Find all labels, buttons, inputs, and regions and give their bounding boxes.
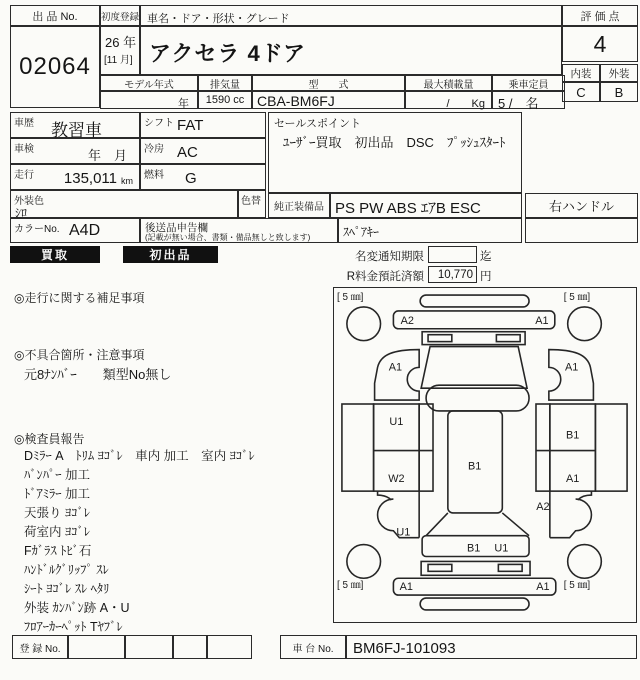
right-rocker: [595, 404, 627, 491]
first-reg-month: [11 月]: [104, 55, 133, 66]
exterior-header: 外装: [600, 64, 638, 82]
model-year-value-box: [100, 91, 198, 109]
front-panel-strip: [393, 311, 554, 329]
mileage-label: 走行: [14, 170, 34, 181]
sales-point-box: [268, 112, 522, 193]
exhibit-no-value: 02064: [10, 26, 100, 108]
windshield: [421, 347, 527, 389]
registration-cell: [173, 635, 207, 659]
equipment-value: PS PW ABS ｴｱB ESC: [335, 200, 481, 217]
inspector-line: ﾊﾞﾝﾊﾟｰ 加工: [24, 468, 90, 482]
wheel-rear-right: [568, 545, 602, 579]
damage-code: U1: [494, 542, 509, 555]
defect-line: 元8ﾅﾝﾊﾞｰ 類型No無し: [24, 367, 172, 382]
exterior-color-label: 外装色: [14, 196, 44, 207]
equipment-value-box: [330, 193, 522, 218]
fuel-box: [140, 164, 266, 190]
inspector-line: ﾌﾛｱｰｶｰﾍﾟｯﾄ Tﾔﾌﾞﾚ: [24, 620, 123, 634]
max-load-value-box: [405, 91, 492, 109]
color-no-label: カラーNo.: [14, 224, 60, 235]
color-change-box: [238, 190, 266, 218]
spare-key-box: [338, 218, 522, 243]
registration-cell: [68, 635, 125, 659]
mileage-note-heading: ◎走行に関する補足事項: [14, 291, 145, 305]
rear-quarter-right-top: [578, 491, 592, 500]
inspector-line: 荷室内 ﾖｺﾞﾚ: [24, 525, 90, 539]
score-value: 4: [562, 26, 638, 62]
car-name-header: [140, 5, 562, 26]
history-label: 車歴: [14, 118, 34, 129]
front-bumper-top: [420, 295, 529, 307]
front-fender-left: [375, 350, 420, 400]
inspection-value: 年 月: [87, 148, 127, 163]
registration-cell: [207, 635, 252, 659]
rear-quarter-left-top: [378, 491, 392, 500]
inspector-report: [24, 447, 324, 637]
color-change-label: 色替: [241, 196, 261, 207]
damage-code: A1: [399, 581, 413, 594]
inspector-line: 天張り ﾖｺﾞﾚ: [24, 506, 90, 520]
name-change-label: 名変通知期限: [355, 251, 424, 263]
model-year-value: 年: [178, 98, 189, 110]
first-reg-year: 26 年: [105, 35, 137, 50]
damage-code: U1: [389, 415, 404, 428]
model-code-header: 型 式: [252, 75, 405, 91]
left-pillar: [419, 404, 433, 491]
exterior-color-value: ｼﾛ: [15, 206, 28, 220]
inspector-line: ｼｰﾄ ﾖｺﾞﾚ ｽﾚ ﾍﾀﾘ: [24, 582, 110, 596]
later-items-note: (記載が無い場合、書類・備品無しと致します): [145, 233, 311, 242]
displacement-value: 1590 cc: [198, 91, 252, 109]
registration-no-label: 登 録 No.: [12, 635, 68, 659]
tire-tread-front-left: [ 5 ㎜]: [336, 292, 364, 304]
damage-diagram: [333, 287, 637, 623]
inspector-line: ﾄﾞｱﾐﾗｰ 加工: [24, 487, 90, 501]
history-value: 教習車: [51, 121, 102, 140]
car-name-header-text: 車名・ドア・形状・グレード: [147, 13, 290, 25]
headlight-bar: [422, 332, 525, 345]
tire-tread-rear-right: [ 5 ㎜]: [563, 580, 591, 592]
taillight-right: [498, 564, 522, 571]
capacity-value-box: [492, 91, 565, 109]
inspector-line: 外装 ｶﾝﾊﾞﾝ跡 A・U: [24, 601, 130, 615]
ac-box: [140, 138, 266, 164]
later-items-box: [140, 218, 338, 243]
max-load-value: / Kg: [446, 98, 485, 110]
damage-code: B1: [466, 542, 481, 555]
wheel-rear-left: [347, 545, 381, 579]
shift-value: FAT: [177, 117, 204, 134]
handle-sub-box: [525, 218, 638, 243]
interior-grade: C: [562, 82, 600, 102]
damage-code: B1: [467, 460, 482, 473]
mileage-value: 135,011: [63, 170, 117, 187]
rear-arch-right: [550, 499, 592, 538]
headlight-right: [496, 335, 520, 342]
first-registration-header: 初度登録: [100, 5, 140, 26]
mileage-unit: km: [121, 176, 133, 186]
ac-label: 冷房: [144, 144, 164, 155]
mileage-box: [10, 164, 140, 190]
shift-label: シフト: [144, 118, 174, 129]
recycle-fee-label: R料金預託済額: [346, 271, 424, 283]
fuel-value: G: [185, 170, 197, 187]
car-name-box: [140, 26, 562, 75]
right-pillar: [536, 404, 550, 491]
ac-value: AC: [177, 144, 198, 161]
front-fender-right: [549, 350, 594, 400]
damage-code: W2: [388, 473, 405, 486]
damage-code: A2: [536, 500, 550, 513]
displacement-header: 排気量: [198, 75, 252, 91]
tire-tread-rear-left: [ 5 ㎜]: [336, 580, 364, 592]
rear-panel-strip: [393, 578, 555, 595]
headlight-left: [428, 335, 452, 342]
defect-heading: ◎不具合箇所・注意事項: [14, 348, 145, 362]
inspector-line: Dﾐﾗｰ A ﾄﾘﾑ ﾖｺﾞﾚ 車内 加工 室内 ﾖｺﾞﾚ: [24, 449, 255, 463]
registration-cell: [125, 635, 173, 659]
exterior-grade: B: [600, 82, 638, 102]
cowl: [426, 385, 529, 411]
taillight-bar: [421, 561, 530, 575]
recycle-fee-value-box: [428, 266, 477, 283]
name-change-value-box: [428, 246, 477, 263]
model-code-value-box: [252, 91, 405, 109]
recycle-fee-suffix: 円: [480, 271, 492, 283]
later-items-label: 後送品申告欄: [145, 222, 208, 234]
rear-bumper-bottom: [420, 598, 529, 610]
damage-code: A1: [564, 361, 579, 374]
inspector-line: ﾊﾝﾄﾞﾙｸﾞﾘｯﾌﾟ ｽﾚ: [24, 563, 109, 577]
model-code-value: CBA-BM6FJ: [257, 93, 335, 109]
sales-point-value: ﾕｰｻﾞｰ買取 初出品 DSC ﾌﾟｯｼｭｽﾀｰﾄ: [283, 135, 506, 150]
damage-code: A1: [535, 314, 549, 327]
name-change-suffix: 迄: [480, 251, 492, 263]
tire-tread-front-right: [ 5 ㎜]: [563, 292, 591, 304]
rear-window-right: [502, 513, 529, 536]
badge-buyback: 買取: [10, 246, 100, 263]
inspector-line: Fｶﾞﾗｽ ﾄﾋﾞ石: [24, 544, 92, 558]
chassis-no-box: [346, 635, 637, 659]
inspection-label: 車検: [14, 144, 34, 155]
first-registration-value: [100, 26, 140, 75]
model-year-header: モデル年式: [100, 75, 198, 91]
damage-code: A1: [565, 473, 580, 486]
history-box: [10, 112, 140, 138]
damage-code: A2: [400, 314, 414, 327]
fuel-label: 燃料: [144, 170, 164, 181]
color-no-box: [10, 218, 140, 243]
chassis-no-label: 車 台 No.: [280, 635, 346, 659]
inspection-box: [10, 138, 140, 164]
capacity-value: 5 / 名: [498, 96, 539, 111]
recycle-fee-value: 10,770: [437, 269, 473, 281]
damage-code: B1: [565, 429, 580, 442]
car-name-value: アクセラ 4ドア: [149, 41, 307, 66]
left-rocker: [342, 404, 374, 491]
max-load-header: 最大積載量: [405, 75, 492, 91]
score-header: 評 価 点: [562, 5, 638, 26]
chassis-no-value: BM6FJ-101093: [353, 640, 456, 657]
shift-box: [140, 112, 266, 138]
wheel-front-left: [347, 307, 381, 341]
color-no-value: A4D: [69, 222, 101, 239]
sales-point-label: セールスポイント: [274, 118, 362, 130]
taillight-left: [428, 564, 452, 571]
spare-key-value: ｽﾍﾟｱｷｰ: [343, 225, 380, 239]
damage-code: A1: [536, 581, 550, 594]
badge-first-listing: 初出品: [123, 246, 218, 263]
damage-code: A1: [388, 361, 403, 374]
exhibit-no-header: 出 品 No.: [10, 5, 100, 26]
equipment-label: 純正装備品: [268, 193, 330, 218]
interior-header: 内装: [562, 64, 600, 82]
wheel-front-right: [568, 307, 602, 341]
car-damage-map: [334, 288, 635, 621]
handle-box: 右ハンドル: [525, 193, 638, 218]
rear-window-left: [426, 513, 448, 536]
inspector-heading: ◎検査員報告: [14, 432, 85, 446]
exterior-color-box: [10, 190, 238, 218]
capacity-header: 乗車定員: [492, 75, 565, 91]
damage-code: U1: [396, 526, 411, 539]
